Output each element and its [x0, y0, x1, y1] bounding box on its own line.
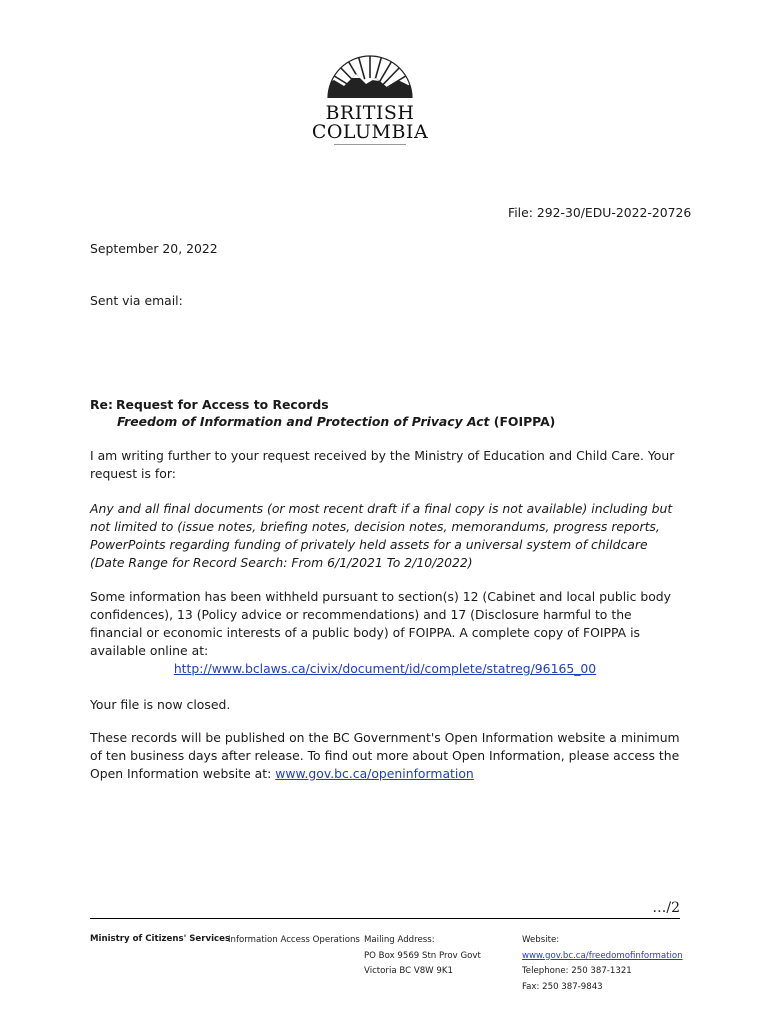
re-label: Re:	[90, 397, 113, 412]
fax: Fax: 250 387-9843	[522, 981, 603, 992]
act-abbreviation: (FOIPPA)	[489, 414, 556, 429]
publish-text: These records will be published on the BC Government's Open Information website a minimum of ten business days after release. To find out more about Open Information, please access the Open Information website at:	[90, 730, 680, 781]
footer-office: Information Access Operations	[228, 935, 360, 945]
mailing-label: Mailing Address:	[364, 935, 435, 945]
request-quote: Any and all final documents (or most recent draft if a final copy is not available) including but not limited to (issue notes, briefing notes, decision notes, memorandums, progress reports, PowerPoints regarding funding of privately held assets for a universal system of childcare (Date Range for Record Search: From 6/1/2021 To 2/10/2022)	[90, 501, 673, 570]
foippa-link[interactable]: http://www.bclaws.ca/civix/document/id/complete/statreg/96165_00	[173, 661, 597, 676]
footer-website	[522, 933, 683, 995]
mailing-line-2: Victoria BC V8W 9K1	[364, 966, 453, 976]
publish-paragraph	[90, 729, 690, 783]
freedom-of-information-link[interactable]: www.gov.bc.ca/freedomofinformation	[522, 950, 683, 961]
bc-logo	[300, 40, 440, 150]
footer-divider	[90, 918, 680, 919]
website-label: Website:	[522, 935, 560, 945]
file-reference: File: 292-30/EDU-2022-20726	[508, 205, 692, 220]
subject-text: Request for Access to Records	[116, 397, 329, 412]
foippa-link-line	[0, 660, 770, 678]
letter-date: September 20, 2022	[90, 241, 218, 256]
withheld-paragraph: Some information has been withheld pursuant to section(s) 12 (Cabinet and local public body confidences), 13 (Policy advice or recommendations) and 17 (Disclosure harmful to the financial or economic interests of a public body) of FOIPPA. A complete copy of FOIPPA is available online at:	[90, 589, 671, 658]
mailing-line-1: PO Box 9569 Stn Prov Govt	[364, 950, 481, 961]
act-title	[117, 413, 555, 431]
logo-british: BRITISH	[325, 102, 415, 124]
logo-columbia: COLUMBIA	[311, 121, 429, 143]
footer-ministry: Ministry of Citizens' Services	[90, 934, 231, 944]
logo-underline	[334, 144, 406, 145]
subject-line	[90, 396, 329, 414]
telephone: Telephone: 250 387-1321	[522, 966, 632, 976]
intro-paragraph: I am writing further to your request received by the Ministry of Education and Child Care. Your request is for:	[90, 448, 675, 481]
footer-mailing-address	[364, 933, 481, 980]
page-continuation: …/2	[652, 900, 680, 916]
sent-via-email: Sent via email:	[90, 293, 183, 308]
open-information-link[interactable]: www.gov.bc.ca/openinformation	[275, 766, 474, 781]
act-name: Freedom of Information and Protection of Privacy Act	[117, 414, 490, 429]
file-closed-text: Your file is now closed.	[90, 697, 231, 712]
sun-mountains-emblem	[300, 40, 440, 102]
